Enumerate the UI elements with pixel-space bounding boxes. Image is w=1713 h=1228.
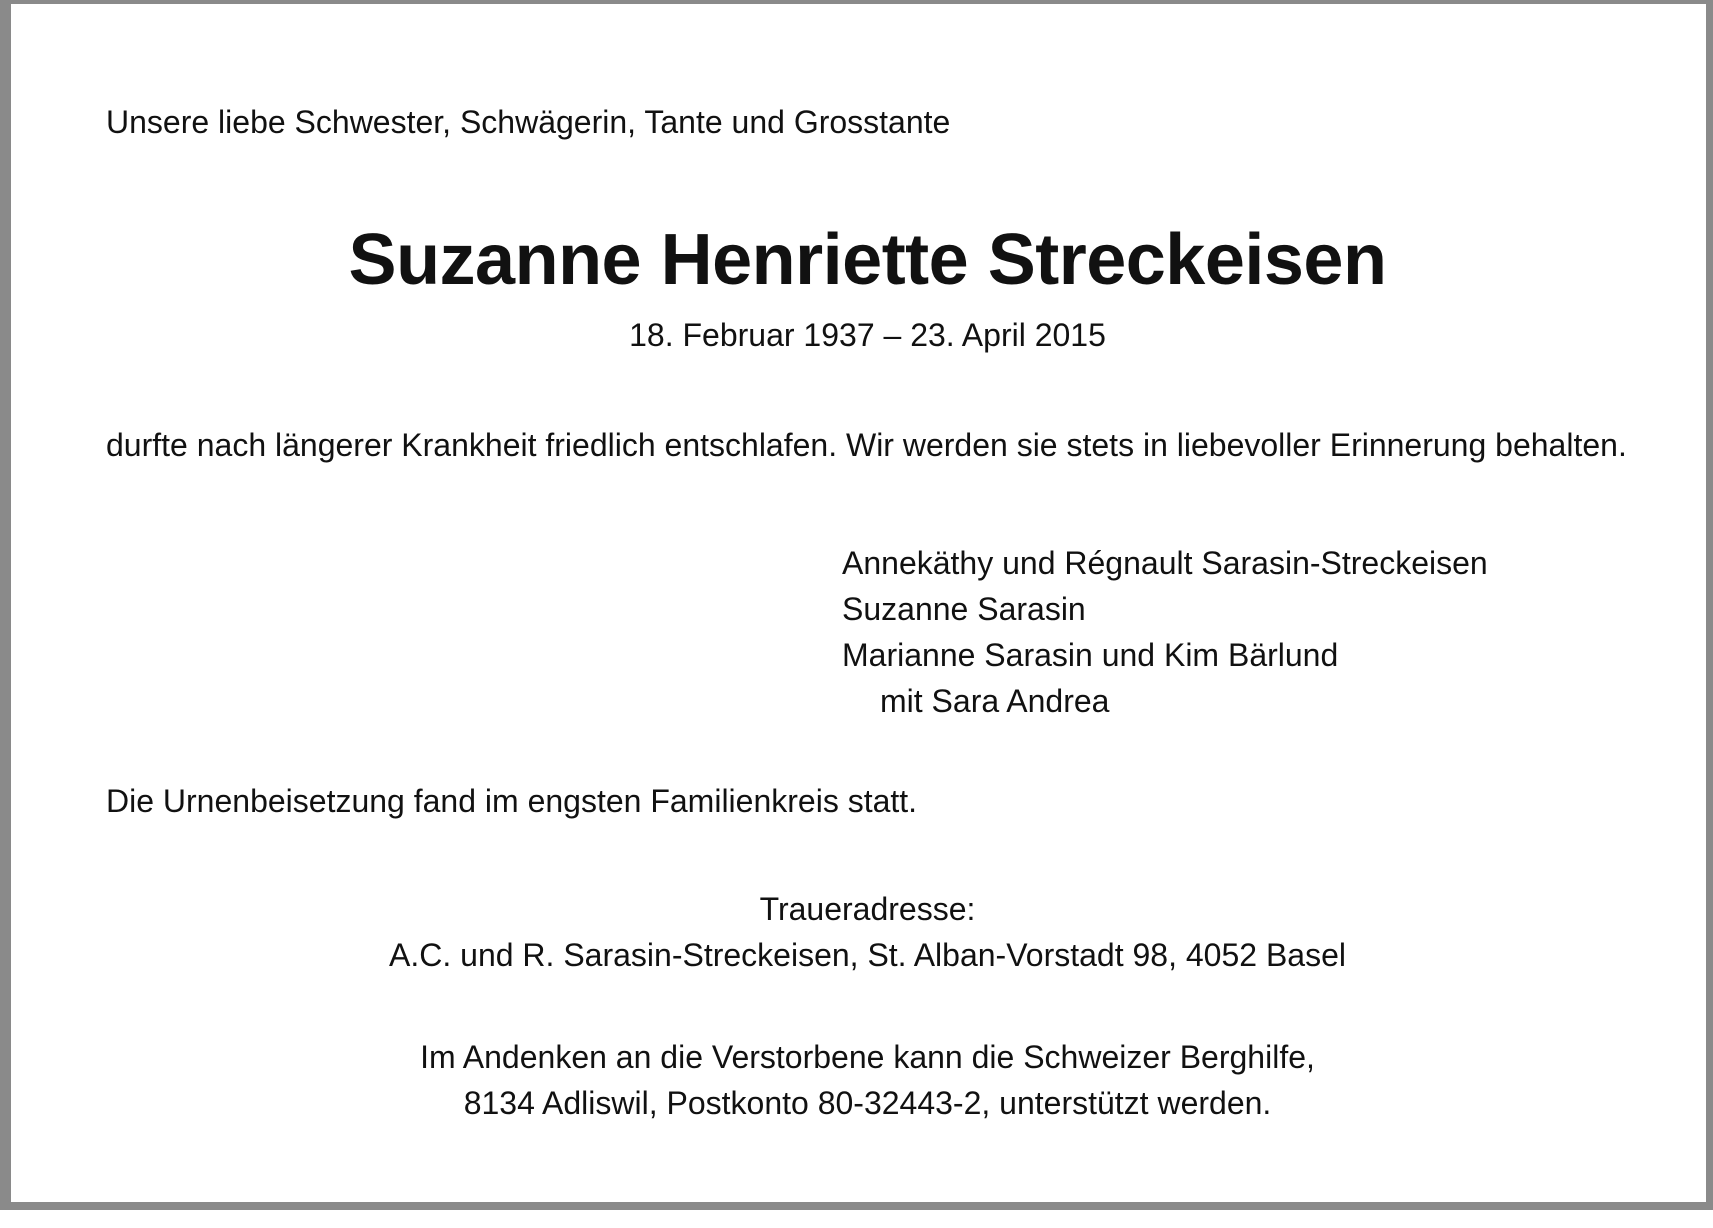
mourner-line: Suzanne Sarasin xyxy=(842,591,1086,627)
life-dates: 18. Februar 1937 – 23. April 2015 xyxy=(629,317,1106,353)
intro-text: Unsere liebe Schwester, Schwägerin, Tante und Grosstante xyxy=(106,104,951,140)
address-block xyxy=(11,886,1713,978)
mourner-line: mit Sara Andrea xyxy=(880,683,1110,719)
donation-line-1: Im Andenken an die Verstorbene kann die Schweizer Berghilfe, xyxy=(420,1039,1315,1075)
deceased-name: Suzanne Henriette Streckeisen xyxy=(348,220,1387,300)
body-text: durfte nach längerer Krankheit friedlich entschlafen. Wir werden sie stets in liebevoller Erinnerung behalten. xyxy=(106,427,1627,463)
address-label: Traueradresse: xyxy=(759,891,976,927)
address-text: A.C. und R. Sarasin-Streckeisen, St. Alban-Vorstadt 98, 4052 Basel xyxy=(389,937,1346,973)
mourner-line: Annekäthy und Régnault Sarasin-Streckeisen xyxy=(842,545,1488,581)
donation-line-2: 8134 Adliswil, Postkonto 80-32443-2, unterstützt werden. xyxy=(463,1085,1272,1121)
donation-block xyxy=(11,1034,1713,1126)
burial-note: Die Urnenbeisetzung fand im engsten Familienkreis statt. xyxy=(106,783,918,819)
mourner-line: Marianne Sarasin und Kim Bärlund xyxy=(842,637,1339,673)
mourners-list xyxy=(842,540,1488,724)
